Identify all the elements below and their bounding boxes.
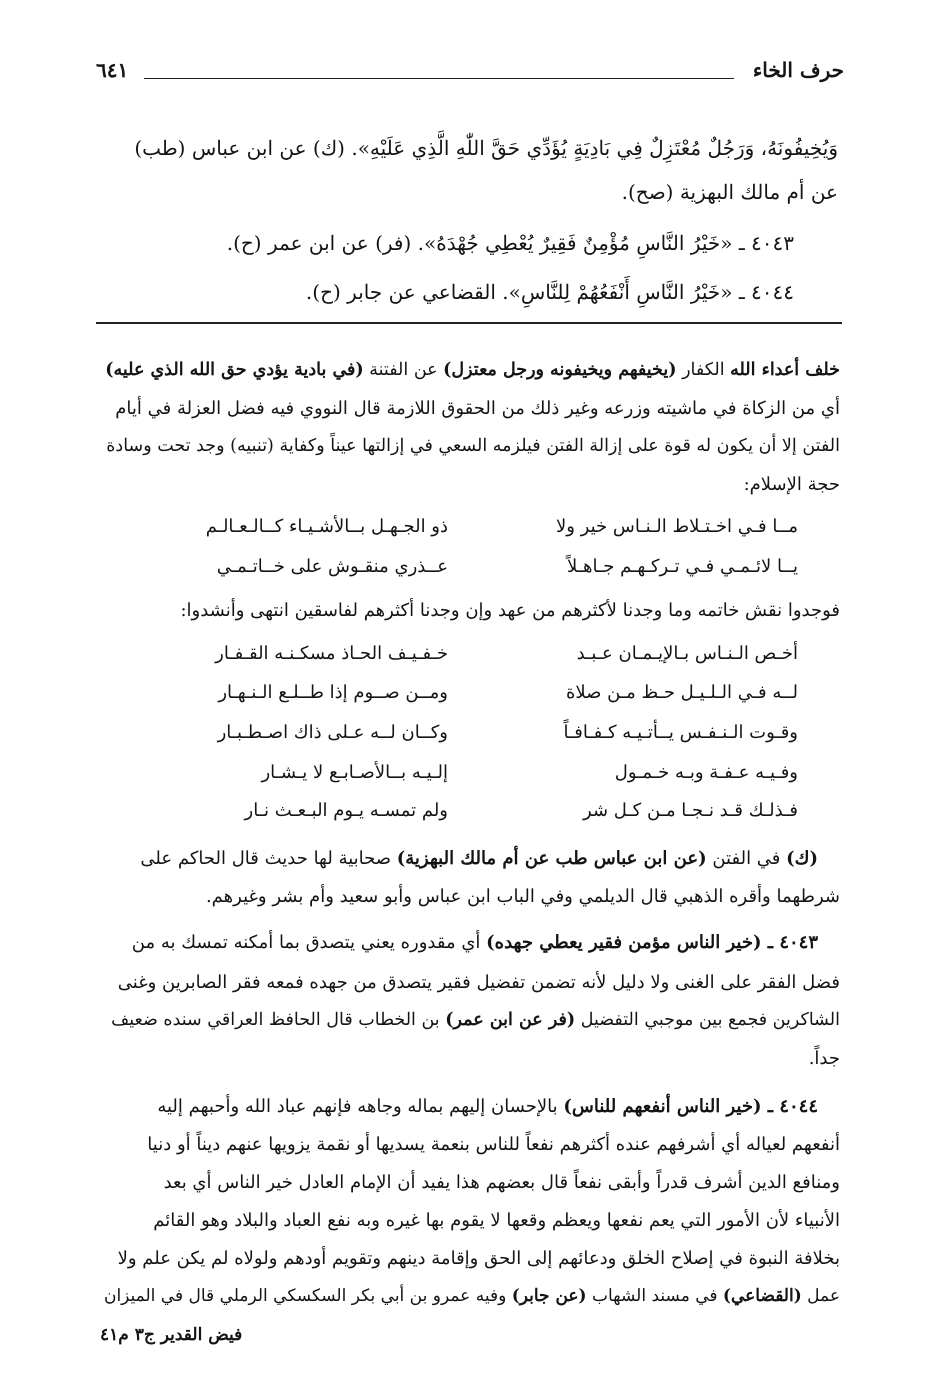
header-rule — [144, 78, 734, 79]
verse-hemistich: خـفـيـف الحـاذ مسكـنـه القـفـار — [215, 643, 448, 664]
hadith-4044: ٤٠٤٤ ـ «خَيْرُ النَّاسِ أَنْفَعُهُمْ لِلنَّاسِ». القضاعي عن جابر (ح). — [305, 280, 794, 304]
text-run: في الفتن — [706, 848, 787, 869]
commentary-line: حجة الإسلام: — [743, 474, 840, 495]
bold-phrase: (خير الناس مؤمن فقير يعطي جهده) — [486, 932, 768, 953]
text-run: وفيه عمرو بن أبي بكر السكسكي الرملي قال في الميزان — [103, 1286, 512, 1306]
commentary-4044 — [94, 1096, 818, 1117]
bold-phrase: (في بادية يؤدي حق الله الذي عليه) — [105, 360, 364, 380]
text-run: بالإحسان إليهم بماله وجاهه فإنهم عباد الله وأحبهم إليه — [157, 1096, 564, 1117]
commentary-line: فوجدوا نقش خاتمه وما وجدنا لأكثرهم من عهد وإن وجدنا أكثرهم لفاسقين انتهى وأنشدوا: — [180, 600, 840, 621]
commentary-line: أنفعهم لعياله أي أشرفهم عنده أكثرهم نفعاً للناس بنعمة يسديها أو نقمة يزويها عنهم ديناً أو دنيا — [147, 1134, 840, 1155]
text-run: عن الفتنة — [363, 360, 444, 380]
matn-line: عن أم مالك البهزية (صح). — [621, 180, 838, 204]
commentary-line — [94, 848, 818, 869]
bold-phrase: (عن جابر) — [511, 1286, 587, 1306]
hadith-number: ٤٠٤٤ ـ — [767, 1096, 818, 1117]
bold-phrase: خلف أعداء الله — [730, 360, 840, 380]
text-run: الكفار — [676, 360, 731, 380]
bold-phrase: (ك) — [786, 848, 818, 869]
commentary-line — [94, 360, 840, 380]
bold-phrase: (القضاعي) — [722, 1286, 802, 1306]
commentary-line — [94, 1286, 840, 1306]
verse-hemistich: يــا لائـمـي فـي تـركـهـم جـاهـلاً — [566, 556, 798, 577]
commentary-line: شرطهما وأقره الذهبي قال الديلمي وفي الباب ابن عباس وأبو سعيد وأم بشر وغيرهم. — [205, 886, 840, 907]
verse-hemistich: إلـيـه بــالأصـابـع لا يـشـار — [261, 762, 448, 783]
hadith-number: ٤٠٤٣ ـ — [767, 932, 818, 953]
commentary-line: فضل الفقر على الغنى ولا دليل لأنه تضمن تفضيل فقير يتصدق من جهده فمعه فقر الصابرين وغنى — [117, 972, 840, 993]
running-header — [96, 56, 844, 96]
bold-phrase: (عن ابن عباس طب عن أم مالك البهزية) — [396, 848, 707, 869]
verse-hemistich: لــه فـي الـلـيـل حـظ مـن صلاة — [565, 682, 798, 703]
commentary-line: أي من الزكاة في ماشيته وزرعه وغير ذلك من الحقوق اللازمة قال النووي فيه فضل العزلة في أيام — [115, 398, 840, 419]
verse-hemistich: ذو الجـهـل بــالأشـيـاء كــالـعـالـم — [205, 516, 448, 537]
text-run: عمل — [801, 1286, 840, 1306]
commentary-line — [94, 1010, 840, 1030]
section-separator — [96, 322, 842, 324]
bold-phrase: (فر عن ابن عمر) — [445, 1010, 576, 1030]
commentary-line: ومنافع الدين أشرف قدراً وأبقى نفعاً قال بعضهم هذا يفيد أن الإمام العادل خير الناس أي بعد — [163, 1172, 840, 1193]
commentary-line: الفتن إلا أن يكون له قوة على إزالة الفتن فيلزمه السعي في إزالتها عيناً وكفاية (تنبيه) وجد تحت وسادة — [106, 436, 840, 456]
signature-mark: فيض القدير ج٣ م٤١ — [100, 1325, 243, 1345]
verse-hemistich: ومــن صــوم إذا طــلـع الـنـهـار — [218, 682, 448, 703]
verse-hemistich: أخـص الـنـاس بـالإيـمـان عـبـد — [576, 643, 798, 664]
chapter-title: حرف الخاء — [752, 58, 844, 82]
commentary-4043 — [94, 932, 818, 953]
verse-hemistich: وقـوت الـنـفـس يــأتـيـه كـفـافـاً — [563, 722, 798, 743]
hadith-4043: ٤٠٤٣ ـ «خَيْرُ النَّاسِ مُؤْمِنٌ فَقِيرٌ يُعْطِي جُهْدَهُ». (فر) عن ابن عمر (ح). — [226, 231, 794, 255]
verse-hemistich: وفـيـه عـفـة وبـه خـمـول — [614, 762, 798, 783]
commentary-line: الأنبياء لأن الأمور التي يعم نفعها ويعظم وقعها لا يقوم بها غيره وبه نفع العباد والبلاد وهو القائم — [153, 1210, 840, 1231]
verse-hemistich: مــا فـي اخـتـلاط الـنـاس خير ولا — [555, 516, 798, 537]
commentary-line: بخلافة النبوة في إصلاح الخلق ودعائهم إلى الحق وإقامة دينهم وتقويم أودهم ولولاه لم يكن علم ولا — [117, 1248, 840, 1269]
bold-phrase: (خير الناس أنفعهم للناس) — [563, 1096, 768, 1117]
page-number: ٦٤١ — [96, 58, 129, 82]
verse-hemistich: فـذلـك قـد نـجـا مـن كـل شر — [583, 800, 798, 821]
verse-hemistich: ولم تمسـه يـوم البـعـث نـار — [244, 800, 448, 821]
text-run: صحابية لها حديث قال الحاكم على — [140, 848, 397, 869]
commentary-line: جداً. — [808, 1048, 840, 1069]
text-run: أي مقدوره يعني يتصدق بما أمكنه تمسك به من — [131, 932, 487, 953]
verse-hemistich: عــذري منقـوش على خــاتـمـي — [216, 556, 448, 577]
bold-phrase: (يخيفهم ويخيفونه ورجل معتزل) — [443, 360, 677, 380]
text-run: بن الخطاب قال الحافظ العراقي سنده ضعيف — [111, 1010, 446, 1030]
text-run: في مسند الشهاب — [586, 1286, 723, 1306]
verse-hemistich: وكــان لــه عـلى ذاك اصـطـبـار — [217, 722, 448, 743]
matn-line: وَيُخِيفُونَهُ، وَرَجُلٌ مُعْتَزِلٌ فِي بَادِيَةٍ يُؤَدِّي حَقَّ اللّٰهِ الَّذِي عَلَيْهِ». (ك) عن ابن عباس (طب) — [134, 136, 838, 160]
text-run: الشاكرين فجمع بين موجبي التفضيل — [575, 1010, 840, 1030]
